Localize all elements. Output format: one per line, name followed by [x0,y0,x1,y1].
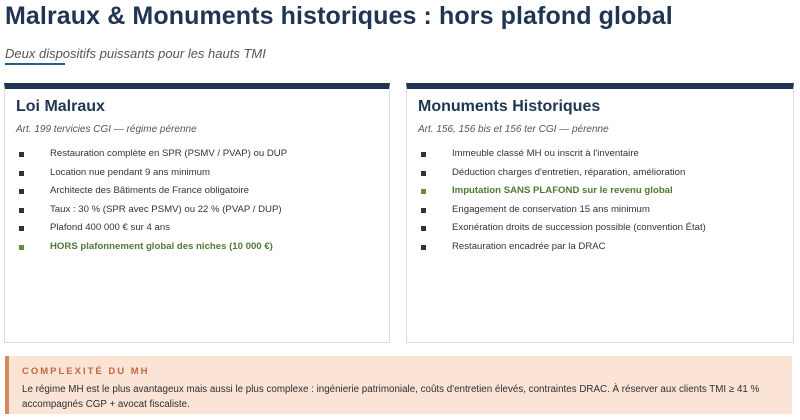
square-bullet-icon [19,189,24,194]
square-bullet-icon [421,152,426,157]
page-title: Malraux & Monuments historiques : hors plafond global [5,2,673,30]
card-subtitle: Art. 199 tervicies CGI — régime pérenne [16,124,197,135]
square-bullet-icon [421,245,426,250]
alert-heading: COMPLEXITÉ DU MH [22,366,150,377]
list-item-text: Restauration encadrée par la DRAC [452,240,606,252]
subtitle-underline [5,63,65,65]
alert-box [5,356,792,414]
list-item [16,201,383,220]
card-title: Loi Malraux [16,98,105,115]
page-subtitle: Deux dispositifs puissants pour les hauts TMI [5,46,266,61]
list-item-highlight [418,182,787,201]
square-bullet-icon [421,189,426,194]
list-item [418,164,787,183]
list-item [16,145,383,164]
list-item [16,164,383,183]
alert-body: Le régime MH est le plus avantageux mais aussi le plus complexe : ingénierie patrimoniale, coûts d'entretien élevés, contraintes DRAC. À réserver aux clients TMI ≥ 41 % accompagnés CGP + avocat fiscaliste. [22,384,760,410]
list-item-text: Exonération droits de succession possible (convention État) [452,222,706,233]
list-item-text: Location nue pendant 9 ans minimum [50,166,210,178]
list-item-text: Taux : 30 % (SPR avec PSMV) ou 22 % (PVAP / DUP) [50,203,282,215]
list-item [418,201,787,220]
card-list [418,145,787,256]
square-bullet-icon [19,152,24,157]
square-bullet-icon [19,245,24,250]
square-bullet-icon [19,226,24,231]
list-item-highlight [16,238,383,257]
list-item-text: Plafond 400 000 € sur 4 ans [50,222,171,233]
card-loi-malraux [4,83,390,343]
card-subtitle: Art. 156, 156 bis et 156 ter CGI — pérenne [418,124,609,135]
square-bullet-icon [19,208,24,213]
list-item-text: HORS plafonnement global des niches (10 000 €) [50,240,273,252]
square-bullet-icon [421,208,426,213]
square-bullet-icon [421,226,426,231]
card-list [16,145,383,256]
square-bullet-icon [421,171,426,176]
list-item-text: Imputation SANS PLAFOND sur le revenu global [452,185,673,196]
list-item [418,219,787,238]
list-item [16,182,383,201]
list-item [418,238,787,257]
square-bullet-icon [19,171,24,176]
list-item-text: Immeuble classé MH ou inscrit à l'inventaire [452,148,639,159]
list-item-text: Architecte des Bâtiments de France obligatoire [50,185,249,196]
list-item [16,219,383,238]
list-item-text: Déduction charges d'entretien, réparation, amélioration [452,166,686,178]
card-title: Monuments Historiques [418,98,601,115]
list-item-text: Restauration complète en SPR (PSMV / PVAP) ou DUP [50,148,288,159]
list-item-text: Engagement de conservation 15 ans minimum [452,203,650,215]
card-monuments-historiques [406,83,794,343]
list-item [418,145,787,164]
